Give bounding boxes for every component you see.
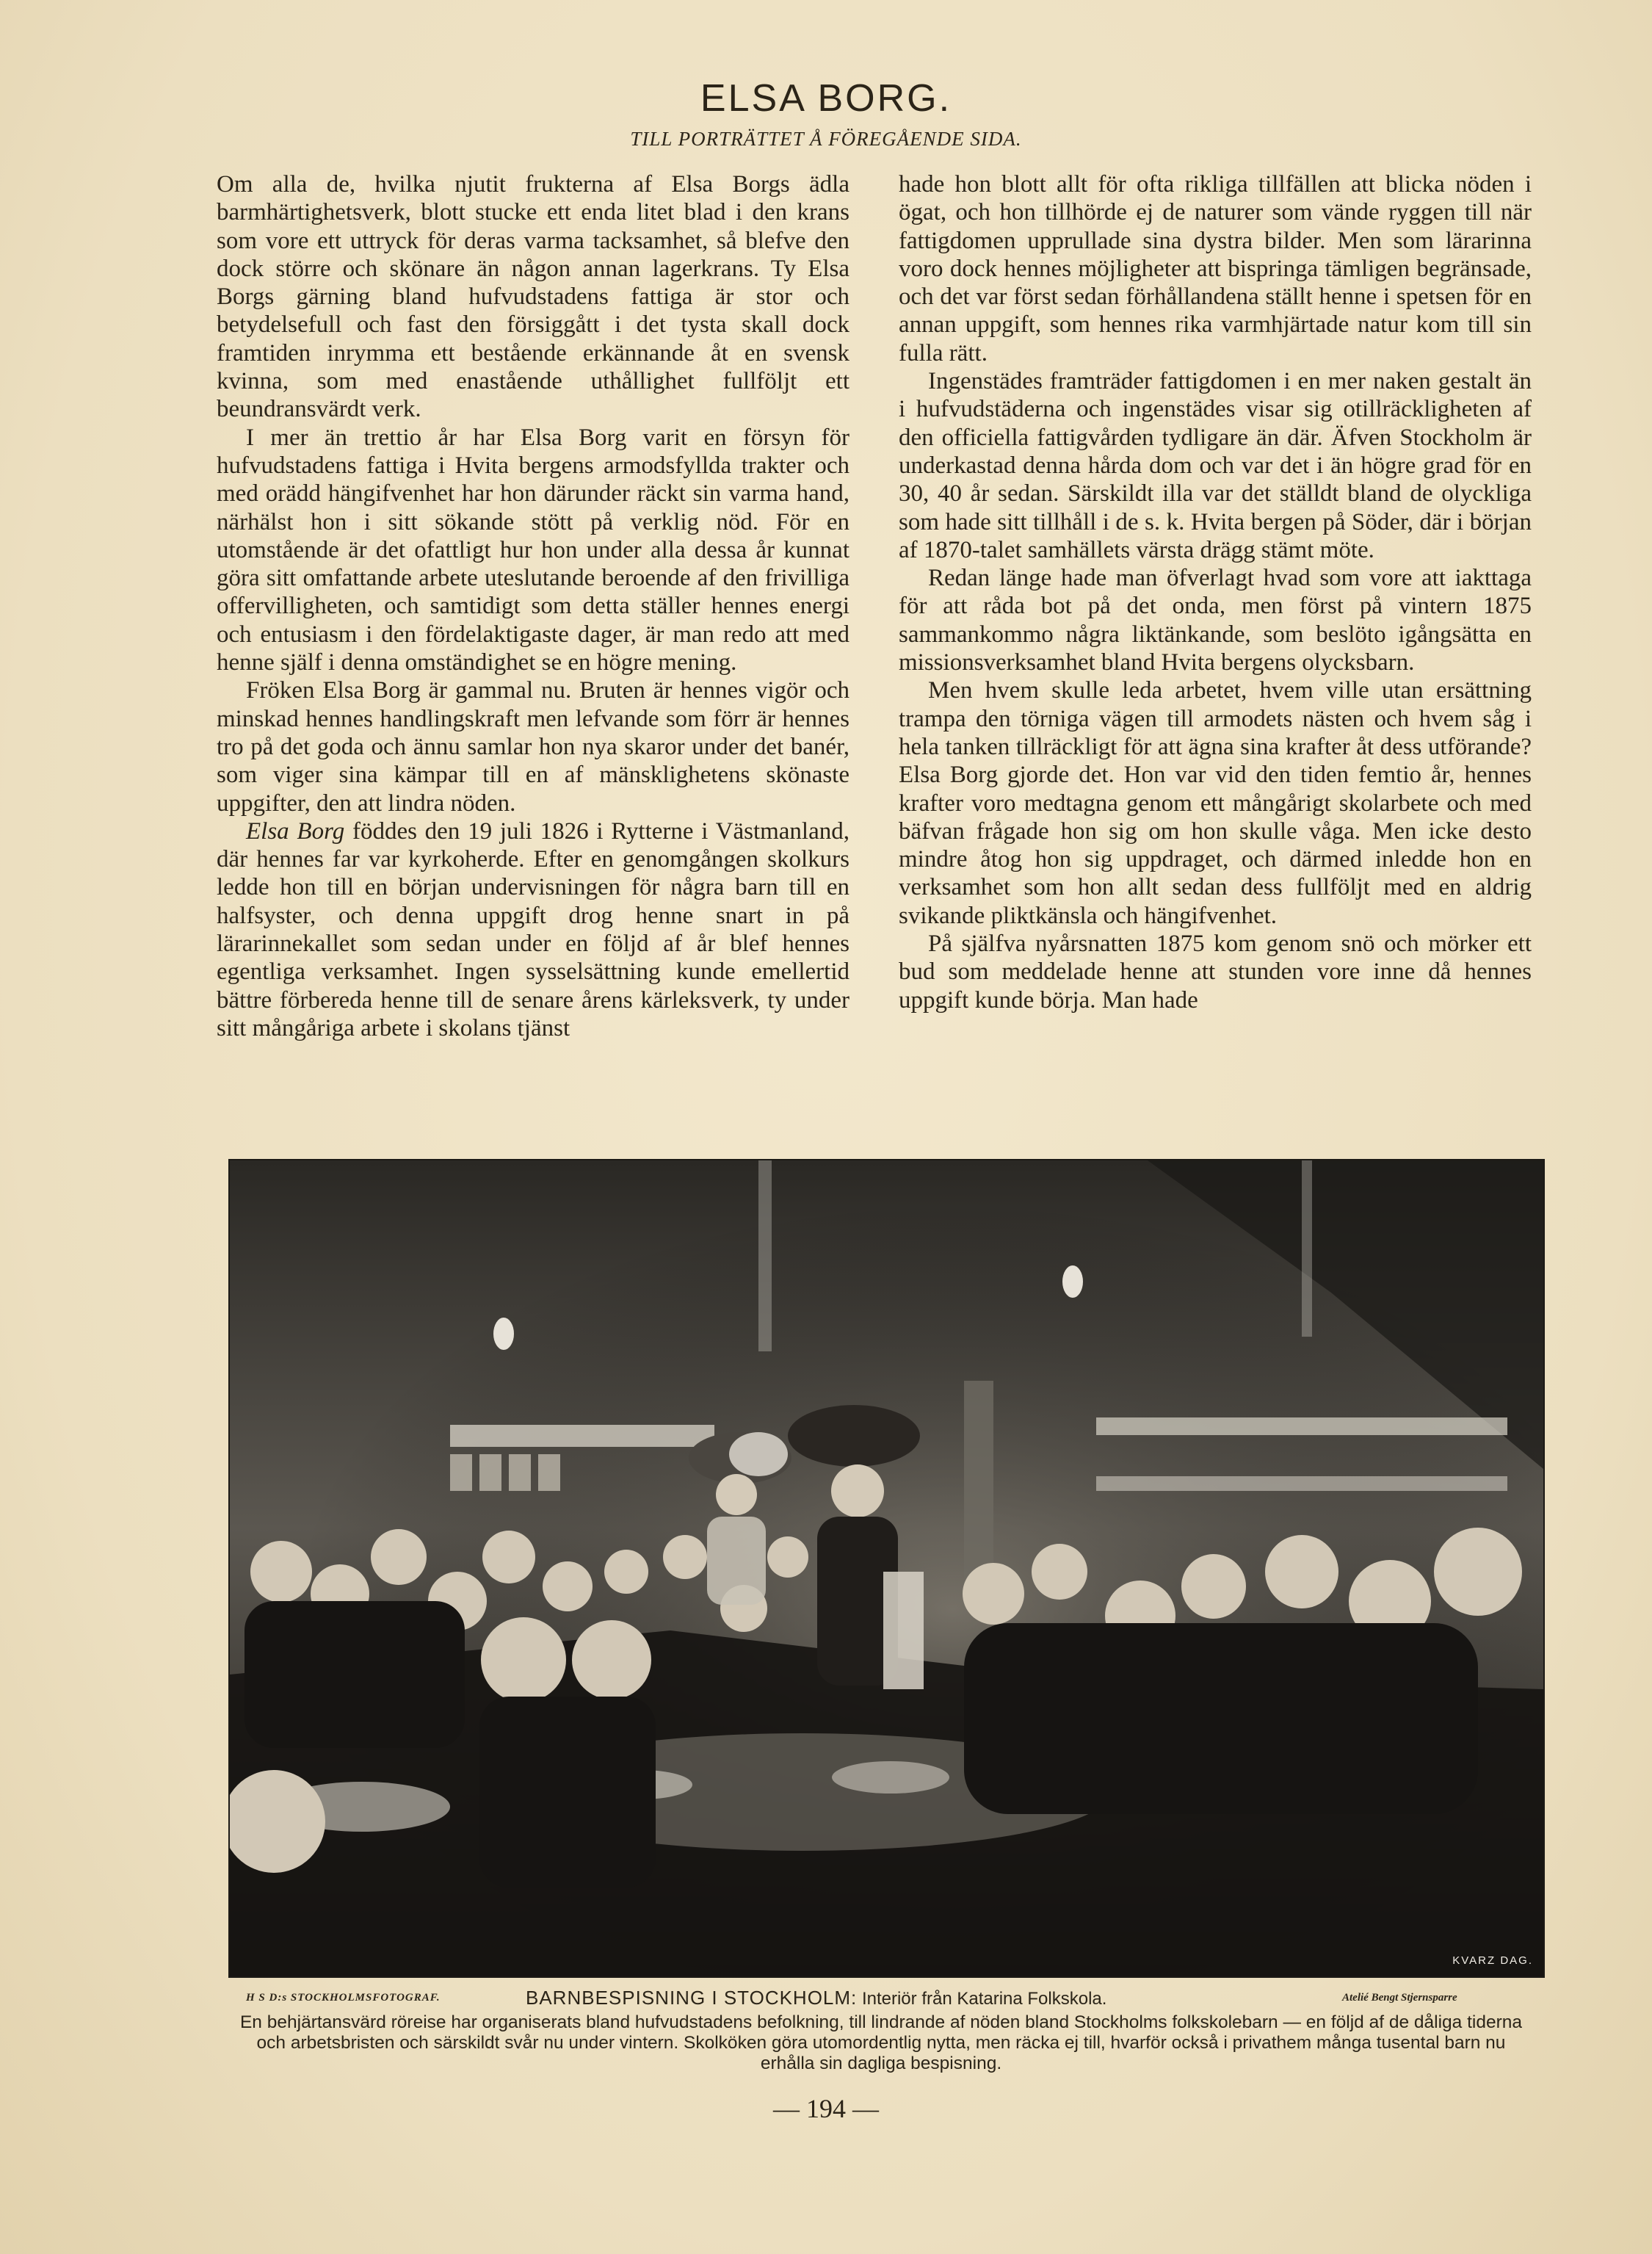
paragraph: hade hon blott allt för ofta rikliga tillfällen att blicka nöden i ögat, och hon tillhörde ej de naturer som vände ryggen till när fattigdomen upprullade sina dystra bilder. Men som lärarinna voro dock hennes möjligheter att bispringa tämligen begränsade, och det var först sedan förhållandena ställt henne i spetsen för en annan uppgift, som hennes rika varmhjärtade natur kom till sin fulla rätt.: [899, 171, 1532, 366]
caption-heading: BARNBESPISNING I STOCKHOLM:: [526, 1987, 858, 2009]
photo-caption-title: [526, 1987, 1106, 2009]
paragraph: Ingenstädes framträder fattigdomen i en mer naken gestalt än i hufvudstäderna och ingenstädes visar sig otillräckligheten af den officiella fattigvården tydligare än där. Äfven Stockholm är underkastad denna hårda dom och var det i än högre grad för en 30, 40 år sedan. Särskildt illa var det ställdt bland de olyckliga som hade sitt tillhåll i de s. k. Hvita bergen på Söder, där i början af 1870-talet samhällets värsta drägg stämt möte.: [899, 368, 1532, 563]
photo-illustration: [230, 1160, 1543, 1976]
paragraph: I mer än trettio år har Elsa Borg varit en försyn för hufvudstadens fattiga i Hvita bergens armodsfyllda trakter och med orädd hängifvenhet har hon därunder räckt sin varma hand, närhälst hon i sitt sökande stött på verklig nöd. För en utomstående är det ofattligt hur hon under alla dessa år kunnat göra sitt omfattande arbete uteslutande beroende af den frivilliga offervilligheten, och samtidigt som detta ställer hennes energi och entusiasm i den fördelaktigaste dager, är man redo att med henne själf i denna omständighet se en högre mening.: [217, 424, 849, 676]
page-number: — 194 —: [773, 2094, 879, 2123]
paragraph: Redan länge hade man öfverlagt hvad som vore att iakttaga för att råda bot på det onda, men först på vintern 1875 sammankommo några liktänkande, som beslöto igångsätta en missionsverksamhet bland Hvita bergens olycksbarn.: [899, 565, 1532, 676]
article-title: ELSA BORG.: [700, 77, 952, 120]
paragraph: [217, 817, 849, 1042]
right-text-column: [899, 170, 1532, 1014]
article-subtitle: TILL PORTRÄTTET Å FÖREGÅENDE SIDA.: [630, 128, 1022, 150]
paragraph: Men hvem skulle leda arbetet, hvem ville utan ersättning trampa den törniga vägen till armodets nästen och hvem såg i hela tanken tillräckligt för att ägna sina krafter åt dess utförande? Elsa Borg gjorde det. Hon var vid den tiden femtio år, hennes krafter voro medtagna genom ett mångårigt skolarbete och med bäfvan frågade hon sig om hon skulle våga. Men icke desto mindre åtog hon sig uppdraget, och därmed inledde hon en verksamhet som hon allt sedan dess fullföljt med en aldrig svikande pliktkänsla och hängifvenhet.: [899, 677, 1532, 929]
photo-watermark: KVARZ DAG.: [1452, 1954, 1533, 1967]
studio-credit: Atelié Bengt Stjernsparre: [1342, 1992, 1457, 2004]
photo-caption-body: En behjärtansvärd röreise har organiserats bland hufvudstadens befolkning, till lindrande af nöden bland Stockholms folkskolebarn — en följd af de dåliga tiderna och arbetsbristen och särskildt svår nu under vintern. Skolköken göra utomordentlig nytta, men räcka ej till, hvarför också i privathem många tusental barn nu erhålla sin dagliga bespisning.: [239, 2012, 1523, 2073]
paragraph-text: föddes den 19 juli 1826 i Rytterne i Västmanland, där hennes far var kyrkoherde. Efter en genomgången skolkurs ledde hon till en början undervisningen för några barn till en halfsyster, och denna uppgift drog henne snart in på lärarinnekallet som sedan under en följd af år blef hennes egentliga verksamhet. Ingen sysselsättning kunde emellertid bättre förbereda henne till de senare årens kärleksverk, ty under sitt mångåriga arbete i skolans tjänst: [217, 817, 849, 1041]
left-text-column: [217, 170, 849, 1042]
italic-name: Elsa Borg: [246, 817, 345, 845]
school-dining-photo: [228, 1159, 1545, 1978]
photographer-credit: H S D:s STOCKHOLMSFOTOGRAF.: [246, 1992, 441, 2004]
paragraph: Om alla de, hvilka njutit frukterna af Elsa Borgs ädla barmhärtighetsverk, blott stucke ett enda litet blad i den krans som vore ett uttryck för deras varma tacksamhet, så blefve den dock större och skönare än någon annan lagerkrans. Ty Elsa Borgs gärning bland hufvudstadens fattiga är stor och betydelsefull och fast den försiggått i det tysta skall dock framtiden inrymma ett bestående erkännande åt en svensk kvinna, som med enastående uthållighet fullföljt ett beundransvärdt verk.: [217, 171, 849, 423]
paragraph: På själfva nyårsnatten 1875 kom genom snö och mörker ett bud som meddelade henne att stunden vore inne då hennes uppgift kunde börja. Man hade: [899, 931, 1532, 1014]
paragraph: Fröken Elsa Borg är gammal nu. Bruten är hennes vigör och minskad hennes handlingskraft men lefvande som förr är hennes tro på det goda och ännu samlar hon nya skaror under det banér, som viger sina kämpar till en af mänsklighetens skönaste uppgifter, den att lindra nöden.: [217, 677, 849, 817]
caption-subheading: Interiör från Katarina Folkskola.: [857, 1989, 1107, 2009]
